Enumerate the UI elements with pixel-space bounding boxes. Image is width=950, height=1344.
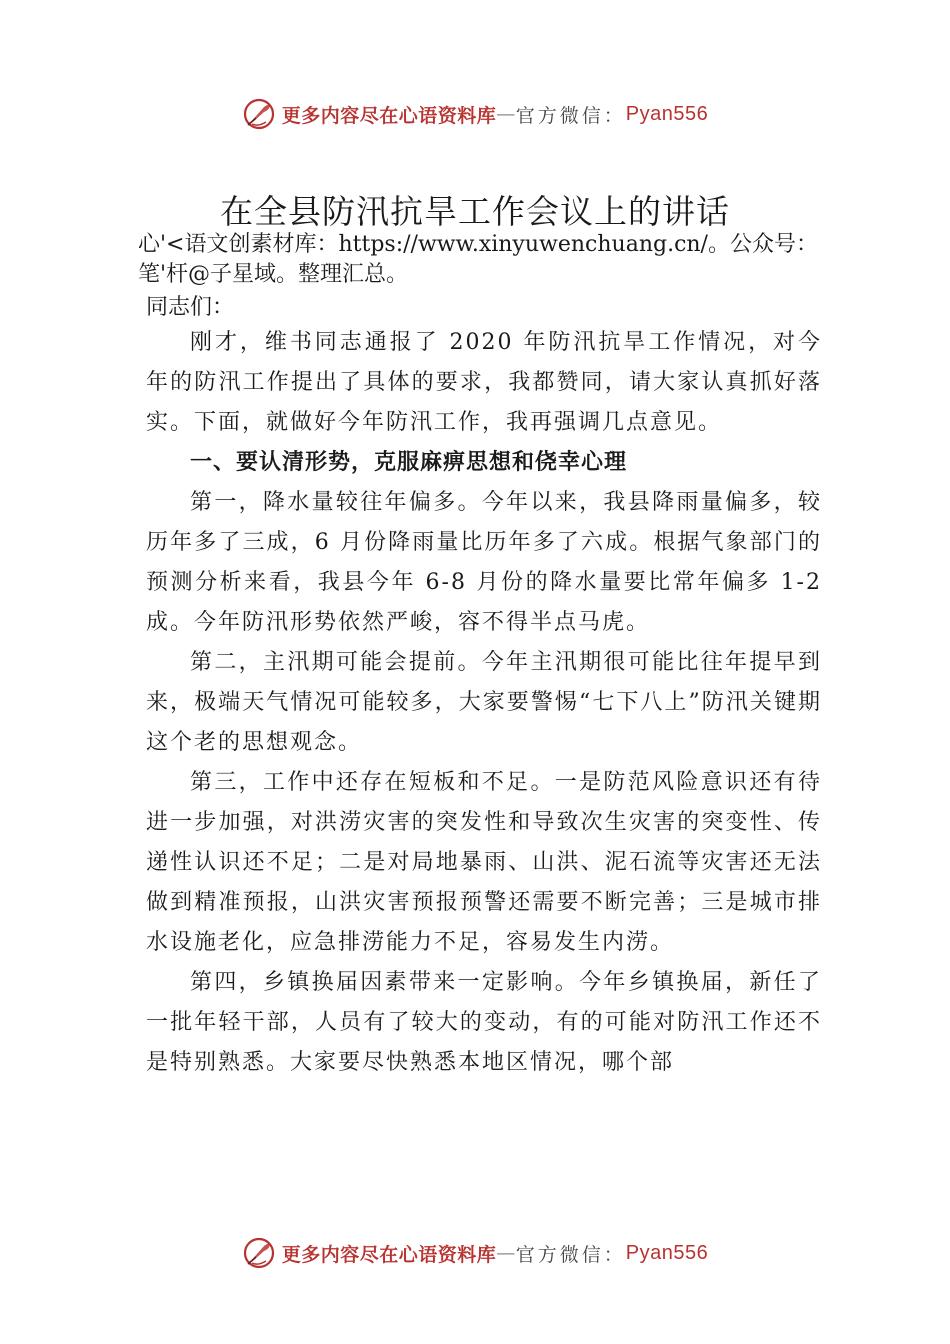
- paragraph: 第三，工作中还存在短板和不足。一是防范风险意识还有待进一步加强，对洪涝灾害的突发性和导致次生灾害的突变性、传递性认识还不足；二是对局地暴雨、山洪、泥石流等灾害还无法做到精准预报，山洪灾害预报预警还需要不断完善；三是城市排水设施老化，应急排涝能力不足，容易发生内涝。: [146, 770, 822, 955]
- brand-text: 更多内容尽在心语资料库: [281, 1243, 497, 1266]
- paragraph: 第一，降水量较往年偏多。今年以来，我县降雨量偏多，较历年多了三成，6 月份降雨量比历年多了六成。根据气象部门的预测分析来看，我县今年 6-8 月份的降水量要比常年偏多 1-2 成。今年防汛形势依然严峻，容不得半点马虎。: [146, 490, 822, 635]
- banner-dash: —: [496, 103, 516, 125]
- wechat-label: 官方微信：: [515, 104, 626, 127]
- feather-pen-logo-icon: [242, 1236, 276, 1270]
- header-banner: [0, 92, 950, 136]
- source-line: 心'<语文创素材库：https://www.xinyuwenchuang.cn/。公众号：笔'杆@子星域。整理汇总。: [138, 232, 818, 287]
- section-heading: 一、要认清形势，克服麻痹思想和侥幸心理: [190, 450, 628, 475]
- banner-dash: —: [496, 1242, 516, 1264]
- greeting: 同志们：: [146, 295, 235, 320]
- paragraph: 刚才，维书同志通报了 2020 年防汛抗旱工作情况，对今年的防汛工作提出了具体的要求，我都赞同，请大家认真抓好落实。下面，就做好今年防汛工作，我再强调几点意见。: [146, 330, 822, 435]
- footer-banner: [0, 1231, 950, 1275]
- wechat-label: 官方微信：: [515, 1243, 626, 1266]
- feather-pen-logo-icon: [242, 97, 276, 131]
- brand-text: 更多内容尽在心语资料库: [281, 104, 497, 127]
- wechat-id: Pyan556: [625, 1241, 709, 1264]
- document-body: [146, 323, 822, 1083]
- paragraph: 第四，乡镇换届因素带来一定影响。今年乡镇换届，新任了一批年轻干部，人员有了较大的变动，有的可能对防汛工作还不是特别熟悉。大家要尽快熟悉本地区情况，哪个部: [146, 970, 822, 1075]
- wechat-id: Pyan556: [625, 102, 709, 125]
- document-title: 在全县防汛抗旱工作会议上的讲话: [220, 192, 730, 231]
- paragraph: 第二，主汛期可能会提前。今年主汛期很可能比往年提早到来，极端天气情况可能较多，大家要警惕“七下八上”防汛关键期这个老的思想观念。: [146, 650, 822, 755]
